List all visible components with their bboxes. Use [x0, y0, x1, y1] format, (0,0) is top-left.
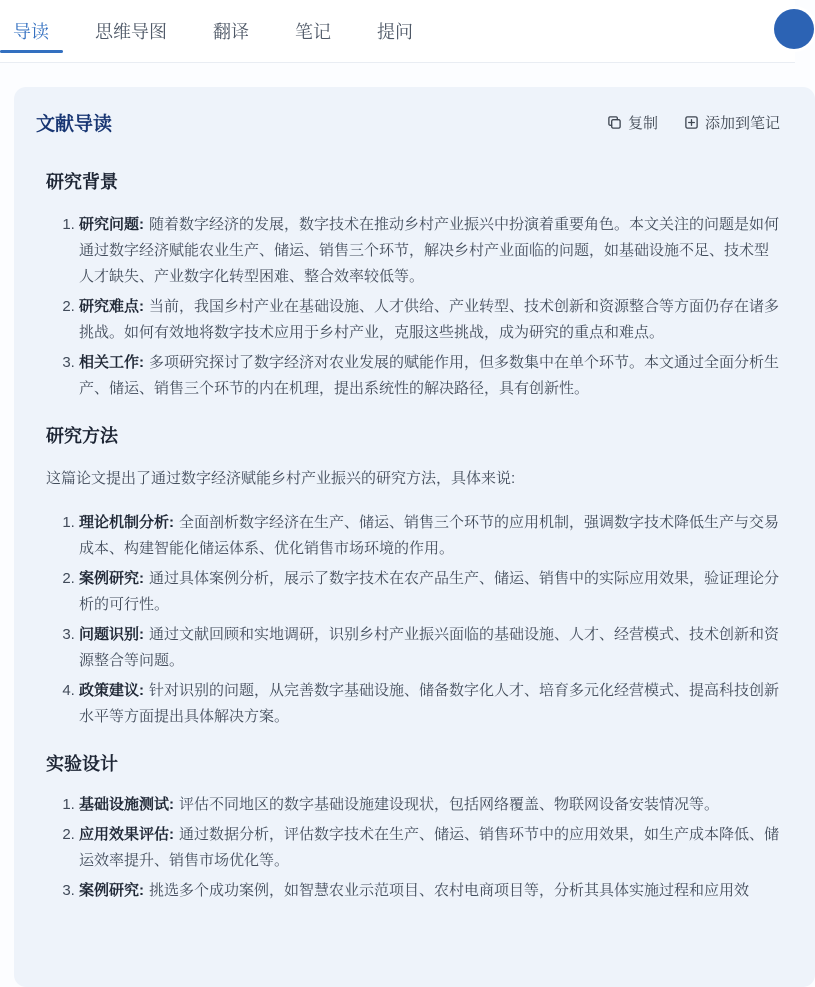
section-heading-experiment-design: 实验设计: [46, 754, 118, 774]
item-label: 理论机制分析:: [79, 514, 174, 531]
item-label: 研究难点:: [79, 298, 144, 315]
list-item: [79, 212, 780, 290]
list-item: [79, 622, 780, 674]
item-label: 相关工作:: [79, 354, 144, 371]
research-background-list: [46, 212, 780, 402]
card-actions: [607, 112, 780, 133]
item-text: 评估不同地区的数字基础设施建设现状，包括网络覆盖、物联网设备安装情况等。: [179, 796, 720, 813]
add-square-icon: [684, 115, 699, 130]
main-page: [0, 87, 795, 914]
research-methods-list: [46, 510, 780, 730]
item-label: 政策建议:: [79, 682, 144, 699]
floating-avatar-button[interactable]: [774, 9, 814, 49]
item-label: 案例研究:: [79, 882, 144, 899]
literature-guide-card: [14, 87, 815, 987]
copy-button-label: 复制: [627, 115, 658, 132]
list-item: [79, 350, 780, 402]
list-item: [79, 792, 780, 818]
tab-mind-map[interactable]: 思维导图: [95, 22, 167, 42]
item-text: 通过具体案例分析，展示了数字技术在农产品生产、储运、销售中的实际应用效果，验证理论分析的可行性。: [79, 570, 780, 613]
item-text: 通过文献回顾和实地调研，识别乡村产业振兴面临的基础设施、人才、经营模式、技术创新和资源整合等问题。: [79, 626, 780, 669]
list-item: [79, 678, 780, 730]
item-label: 应用效果评估:: [79, 826, 174, 843]
guide-content: [14, 170, 815, 938]
add-to-notes-button-label: 添加到笔记: [704, 115, 780, 132]
item-text: 全面剖析数字经济在生产、储运、销售三个环节的应用机制，强调数字技术降低生产与交易成本、构建智能化储运体系、优化销售市场环境的作用。: [79, 514, 780, 557]
item-label: 研究问题:: [79, 216, 144, 233]
item-text: 针对识别的问题，从完善数字基础设施、储备数字化人才、培育多元化经营模式、提高科技创新水平等方面提出具体解决方案。: [79, 682, 780, 725]
section-heading-research-background: 研究背景: [46, 172, 118, 192]
list-item: [79, 510, 780, 562]
list-item: [79, 294, 780, 346]
research-methods-intro: 这篇论文提出了通过数字经济赋能乡村产业振兴的研究方法，具体来说:: [46, 470, 516, 487]
section-heading-research-methods: 研究方法: [46, 426, 118, 446]
top-tab-bar: [0, 0, 795, 63]
item-text: 挑选多个成功案例，如智慧农业示范项目、农村电商项目等，分析其具体实施过程和应用效: [149, 882, 750, 899]
tab-translation[interactable]: 翻译: [213, 22, 249, 42]
tab-notes[interactable]: 笔记: [295, 22, 331, 42]
tab-question[interactable]: 提问: [377, 22, 413, 42]
list-item: [79, 878, 780, 904]
add-to-notes-button[interactable]: [684, 112, 780, 133]
item-text: 通过数据分析，评估数字技术在生产、储运、销售环节中的应用效果，如生产成本降低、储运效率提升、销售市场优化等。: [79, 826, 780, 869]
item-text: 随着数字经济的发展，数字技术在推动乡村产业振兴中扮演着重要角色。本文关注的问题是如何通过数字经济赋能农业生产、储运、销售三个环节，解决乡村产业面临的问题，如基础设施不足、技术型人才缺失、产业数字化转型困难、整合效率较低等。: [79, 216, 780, 285]
card-header: [14, 87, 815, 136]
item-label: 案例研究:: [79, 570, 144, 587]
copy-icon: [607, 115, 622, 130]
item-label: 基础设施测试:: [79, 796, 174, 813]
item-text: 多项研究探讨了数字经济对农业发展的赋能作用，但多数集中在单个环节。本文通过全面分析生产、储运、销售三个环节的内在机理，提出系统性的解决路径，具有创新性。: [79, 354, 780, 397]
tab-reading-guide[interactable]: 导读: [13, 22, 49, 42]
card-title: 文献导读: [36, 114, 113, 135]
item-label: 问题识别:: [79, 626, 144, 643]
active-tab-indicator: [0, 50, 63, 53]
copy-button[interactable]: [607, 112, 658, 133]
list-item: [79, 822, 780, 874]
experiment-design-list: [46, 792, 780, 904]
item-text: 当前，我国乡村产业在基础设施、人才供给、产业转型、技术创新和资源整合等方面仍存在诸多挑战。如何有效地将数字技术应用于乡村产业，克服这些挑战，成为研究的重点和难点。: [79, 298, 780, 341]
list-item: [79, 566, 780, 618]
